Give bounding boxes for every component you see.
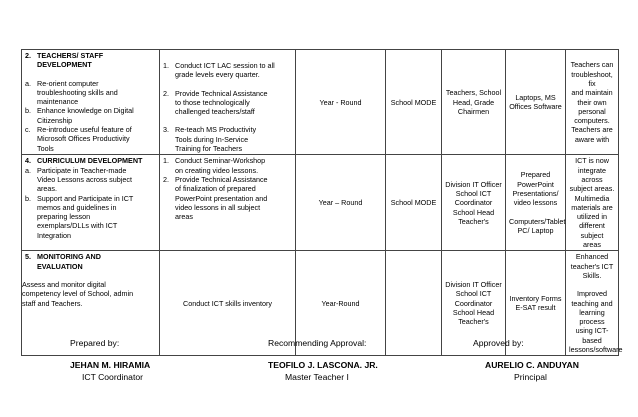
signature-prepared-by — [70, 337, 150, 383]
resources-cell: Prepared PowerPoint Presentations/ video lessons Computers/Tablet PC/ Laptop — [506, 155, 566, 251]
table-row — [22, 155, 619, 251]
objectives-cell: 2. TEACHERS/ STAFF DEVELOPMENT a. Re-orient computer troubleshooting skills and maintenance b. Enhance knowledge on Digital Citizenship c. Re-introduce useful feature of Microsoft Offices Productivity Tools — [22, 50, 160, 155]
signature-label: Recommending Approval: — [268, 338, 367, 348]
resources-cell: Inventory Forms E-SAT result — [506, 251, 566, 356]
time-frame-cell: Year-Round — [296, 251, 386, 356]
objectives-cell: 4. CURRICULUM DEVELOPMENT a. Participate in Teacher-made Video Lessons across subject areas. b. Support and Participate in ICT memos and guidelines in preparing lesson exemplars/DLLs with ICT Integration — [22, 155, 160, 251]
expected-outcome-cell: Teachers can troubleshoot, fix and maintain their own personal computers. Teachers are aware with — [566, 50, 619, 155]
signatory-name: JEHAN M. HIRAMIA — [70, 360, 151, 370]
signatory-name: TEOFILO J. LASCONA. JR. — [268, 360, 378, 370]
expected-outcome-cell: ICT is now integrate across subject areas. Multimedia materials are utilized in different subject areas — [566, 155, 619, 251]
time-frame-cell: Year - Round — [296, 50, 386, 155]
expected-outcome-cell: Enhanced teacher's ICT Skills. Improved teaching and learning process using ICT-based lessons/software — [566, 251, 619, 356]
signature-label: Approved by: — [473, 338, 524, 348]
signatory-role: Master Teacher I — [285, 372, 349, 382]
objectives-cell: 5. MONITORING AND EVALUATION Assess and monitor digital competency level of School, admin staff and Teachers. — [22, 251, 160, 356]
signature-label: Prepared by: — [70, 338, 120, 348]
signatory-role: Principal — [514, 372, 547, 382]
table-row — [22, 50, 619, 155]
activities-cell: 1. Conduct Seminar-Workshop on creating video lessons. 2. Provide Technical Assistance of finalization of prepared PowerPoint presentation and video lessons in all subject areas — [160, 155, 296, 251]
activities-cell: Conduct ICT skills inventory — [160, 251, 296, 356]
signatory-name: AURELIO C. ANDUYAN — [485, 360, 579, 370]
persons-involved-cell: Teachers, School Head, Grade Chairmen — [442, 50, 506, 155]
resources-cell: Laptops, MS Offices Software — [506, 50, 566, 155]
signature-recommending-approval — [268, 337, 378, 383]
time-frame-cell: Year – Round — [296, 155, 386, 251]
activities-cell: 1. Conduct ICT LAC session to all grade levels every quarter. 2. Provide Technical Assistance to those technologically challenged teachers/staff 3. Re-teach MS Productivity Tools during In-Service Training for Teachers — [160, 50, 296, 155]
venue-cell — [386, 251, 442, 356]
persons-involved-cell: Division IT Officer School ICT Coordinator School Head Teacher's — [442, 251, 506, 356]
venue-cell: School MODE — [386, 155, 442, 251]
ict-plan-table — [21, 49, 623, 356]
signature-approved-by — [473, 337, 579, 383]
signatory-role: ICT Coordinator — [82, 372, 143, 382]
persons-involved-cell: Division IT Officer School ICT Coordinator School Head Teacher's — [442, 155, 506, 251]
venue-cell: School MODE — [386, 50, 442, 155]
